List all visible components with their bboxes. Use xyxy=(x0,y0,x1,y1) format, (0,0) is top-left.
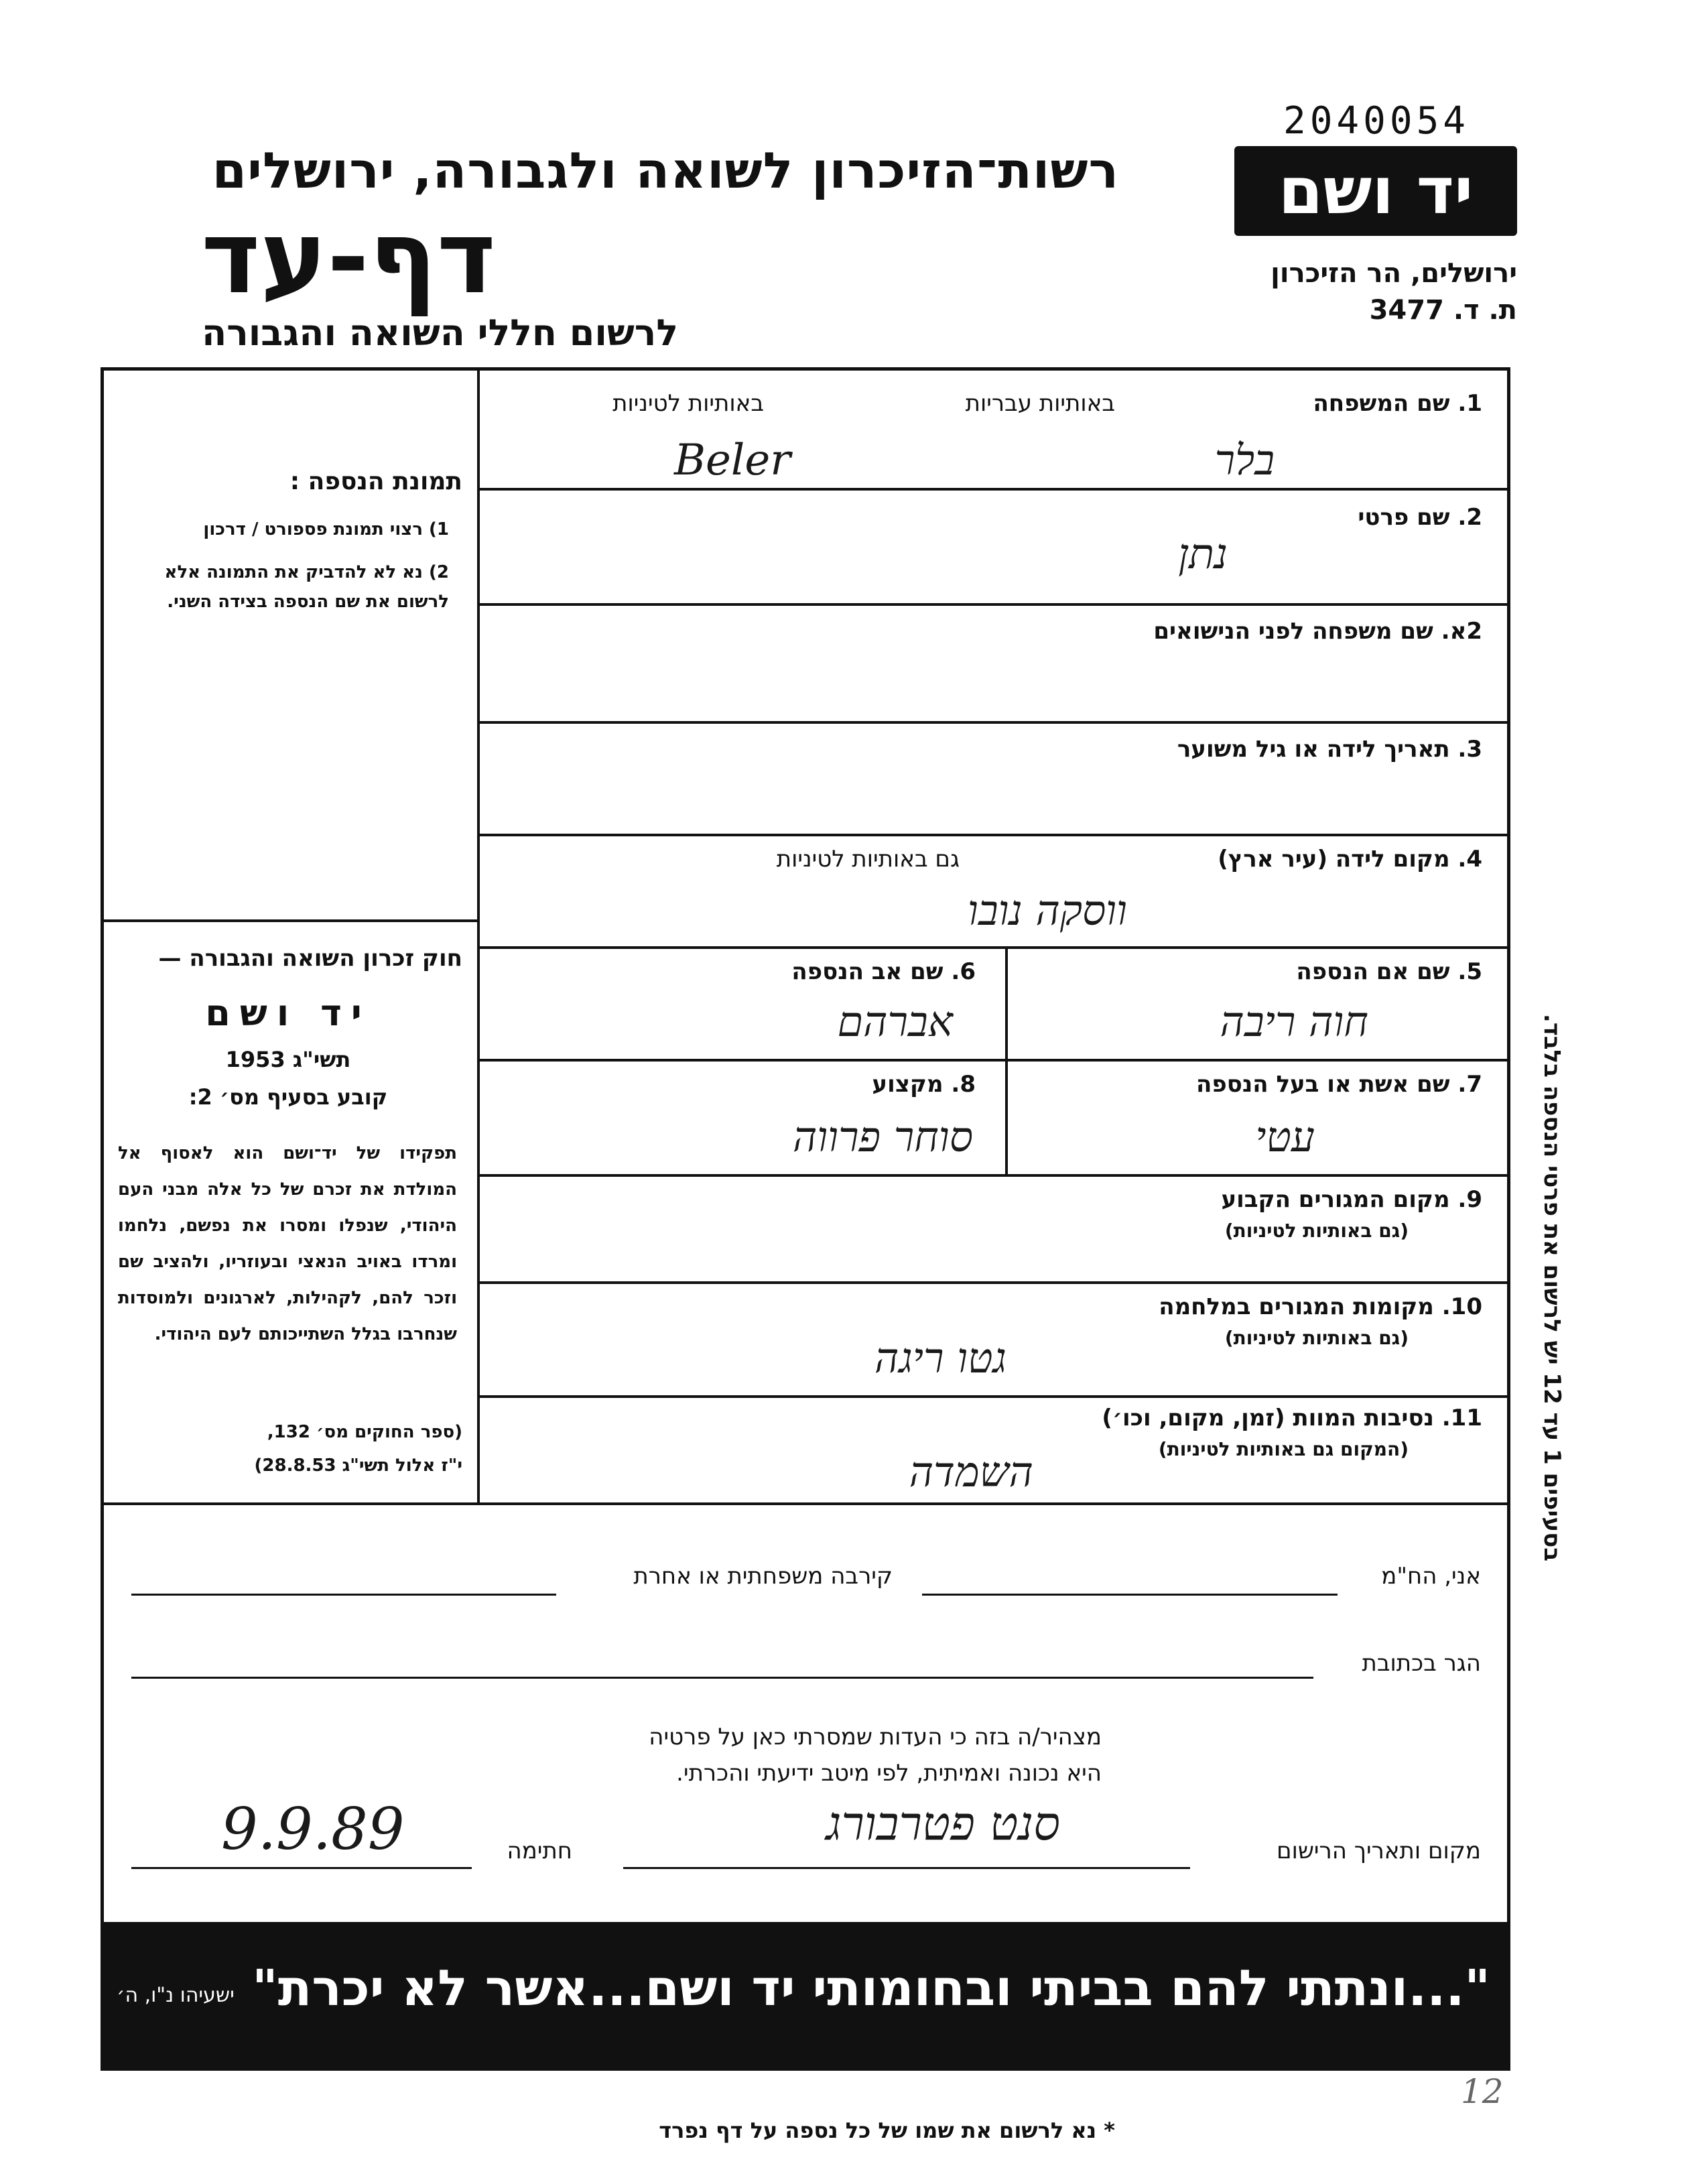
law-title: חוק זכרון השואה והגבורה — xyxy=(158,945,462,972)
field-5-label: 5. שם אם הנספה xyxy=(1296,958,1482,985)
field-3-label: 3. תאריך לידה או גיל משוער xyxy=(1177,736,1482,763)
field-8-label: 8. מקצוע xyxy=(872,1071,976,1098)
field-2a-label: 2א. שם משפחה לפני הנישואים xyxy=(1153,618,1482,645)
field-1-hebrew-value: בלר xyxy=(1214,436,1275,485)
relation-label: קירבה משפחתית או אחרת xyxy=(633,1563,893,1590)
field-1-latin-header: באותיות לטיניות xyxy=(612,390,764,417)
field-4-label: 4. מקום לידה (עיר ארץ) xyxy=(1218,846,1482,873)
field-10-note: (גם באותיות לטיניות) xyxy=(1224,1327,1409,1349)
field-6-label: 6. שם אב הנספה xyxy=(791,958,976,985)
main-section-bottom xyxy=(101,1502,1510,1505)
photo-note-1: 1) רצוי תמונת פספורט / דרכון xyxy=(203,519,449,539)
logo-text: יד ושם xyxy=(1278,153,1474,229)
field-11-note: (המקום גם באותיות לטיניות) xyxy=(1158,1438,1409,1460)
date-value: 9.9.89 xyxy=(221,1796,405,1863)
corner-mark: 12 xyxy=(1461,2072,1504,2111)
law-ref-2: י"ז אלול תשי"ג 28.8.53) xyxy=(254,1456,462,1476)
signature-label: חתימה xyxy=(507,1838,572,1864)
law-body: תפקידו של יד־ושם הוא לאסוף אל המולדת את זכרם של כל אלה מבני העם היהודי, שנפלו ומסרו את נפשם, נלחמו ומרדו באויב הנאצי ובעוזריו, ולהציב שם וזכר להם, לקהילות, לארגונים ולמוסדות שנחרבו בגלל השתייכותם לעם היהודי. xyxy=(118,1143,457,1344)
field-9-note: (גם באותיות לטיניות) xyxy=(1224,1220,1409,1242)
row-line xyxy=(477,946,1510,949)
row-line xyxy=(477,488,1510,491)
quote-banner xyxy=(101,1922,1510,2071)
field-2-label: 2. שם פרטי xyxy=(1358,504,1482,531)
column-divider xyxy=(477,367,480,1505)
row-line xyxy=(477,1174,1510,1177)
signature-line[interactable] xyxy=(131,1867,472,1869)
statement-line-1: מצהיר/ה בזה כי העדות שמסרתי כאן על פרטיה xyxy=(649,1724,1102,1750)
logo-address-line1: ירושלים, הר הזיכרון xyxy=(1271,258,1517,289)
field-9-label: 9. מקום המגורים הקבוע xyxy=(1221,1186,1482,1213)
logo-address-line2: ת. ד. 3477 xyxy=(1369,295,1517,326)
law-ref-1: (ספר החוקים מס׳ 132, xyxy=(267,1422,462,1442)
field-11-value: השמדה xyxy=(909,1448,1033,1496)
law-name: יד ושם xyxy=(205,992,371,1034)
row-line xyxy=(477,1395,1510,1398)
address-label: הגר בכתובת xyxy=(1362,1650,1481,1677)
row-line xyxy=(477,834,1510,836)
field-2-value: נתן xyxy=(1178,529,1228,578)
row-line xyxy=(477,603,1510,606)
form-title: דף-עד xyxy=(201,200,496,316)
field-7-label: 7. שם אשת או בעל הנספה xyxy=(1196,1071,1482,1098)
photo-note-2: 2) נא לא להדביק את התמונה אלא לרשום את שם הנספה בצידה השני. xyxy=(164,562,449,612)
field-11-label: 11. נסיבות המוות (זמן, מקום, וכו׳) xyxy=(1102,1405,1482,1431)
field-1-hebrew-header: באותיות עבריות xyxy=(965,390,1115,417)
field-4-latin-note: גם באותיות לטיניות xyxy=(776,846,960,873)
form-subtitle: לרשום חללי השואה והגבורה xyxy=(202,312,678,354)
side-note: בסעיפים 1 עד 12 יש לרשום את פרטי הנספה בלבד. xyxy=(1539,1013,1565,1561)
field-4-value: ווסקה נובו xyxy=(968,886,1127,935)
declarant-name-line[interactable] xyxy=(922,1594,1338,1596)
banner-source: ישעיהו נ"ו, ה׳ xyxy=(117,1984,235,2007)
statement-line-2: היא נכונה ואמיתית, לפי מיטב ידיעתי והכרתי. xyxy=(676,1760,1102,1787)
banner-quote: "...ונתתי להם בביתי ובחומותי יד ושם...אשר לא יכרת" xyxy=(252,1960,1490,2017)
field-1-label: 1. שם המשפחה xyxy=(1313,390,1482,417)
address-line[interactable] xyxy=(131,1677,1313,1679)
yad-vashem-logo xyxy=(1234,146,1517,236)
row-split xyxy=(1005,946,1008,1174)
field-10-value: גטו ריגה xyxy=(874,1334,1006,1383)
photo-title: תמונת הנספה : xyxy=(289,468,462,495)
row-line xyxy=(477,1281,1510,1284)
field-1-latin-value: Beler xyxy=(674,436,791,485)
left-divider xyxy=(101,919,477,922)
field-5-value: חוה ריבה xyxy=(1220,997,1368,1046)
footer-note: * נא לרשום את שמו של כל נספה על דף נפרד xyxy=(659,2118,1115,2143)
field-10-label: 10. מקומות המגורים במלחמה xyxy=(1159,1293,1482,1320)
place-date-value: סנט פטרבורג xyxy=(826,1796,1060,1851)
field-7-value: עטי xyxy=(1255,1112,1315,1161)
law-year: תשי"ג 1953 xyxy=(225,1047,351,1072)
declarant-label: אני, הח"מ xyxy=(1381,1563,1481,1590)
law-clause: קובע בסעיף מס׳ 2: xyxy=(188,1084,388,1110)
row-line xyxy=(477,721,1510,724)
relation-line[interactable] xyxy=(131,1594,556,1596)
field-6-value: אברהם xyxy=(837,997,953,1046)
organization-title: רשות־הזיכרון לשואה ולגבורה, ירושלים xyxy=(212,142,1119,200)
row-line xyxy=(477,1059,1510,1062)
field-8-value: סוחר פרווה xyxy=(793,1112,973,1161)
document-number: 2040054 xyxy=(1283,99,1470,143)
place-date-line[interactable] xyxy=(623,1867,1190,1869)
place-date-label: מקום ותאריך הרישום xyxy=(1277,1838,1481,1864)
